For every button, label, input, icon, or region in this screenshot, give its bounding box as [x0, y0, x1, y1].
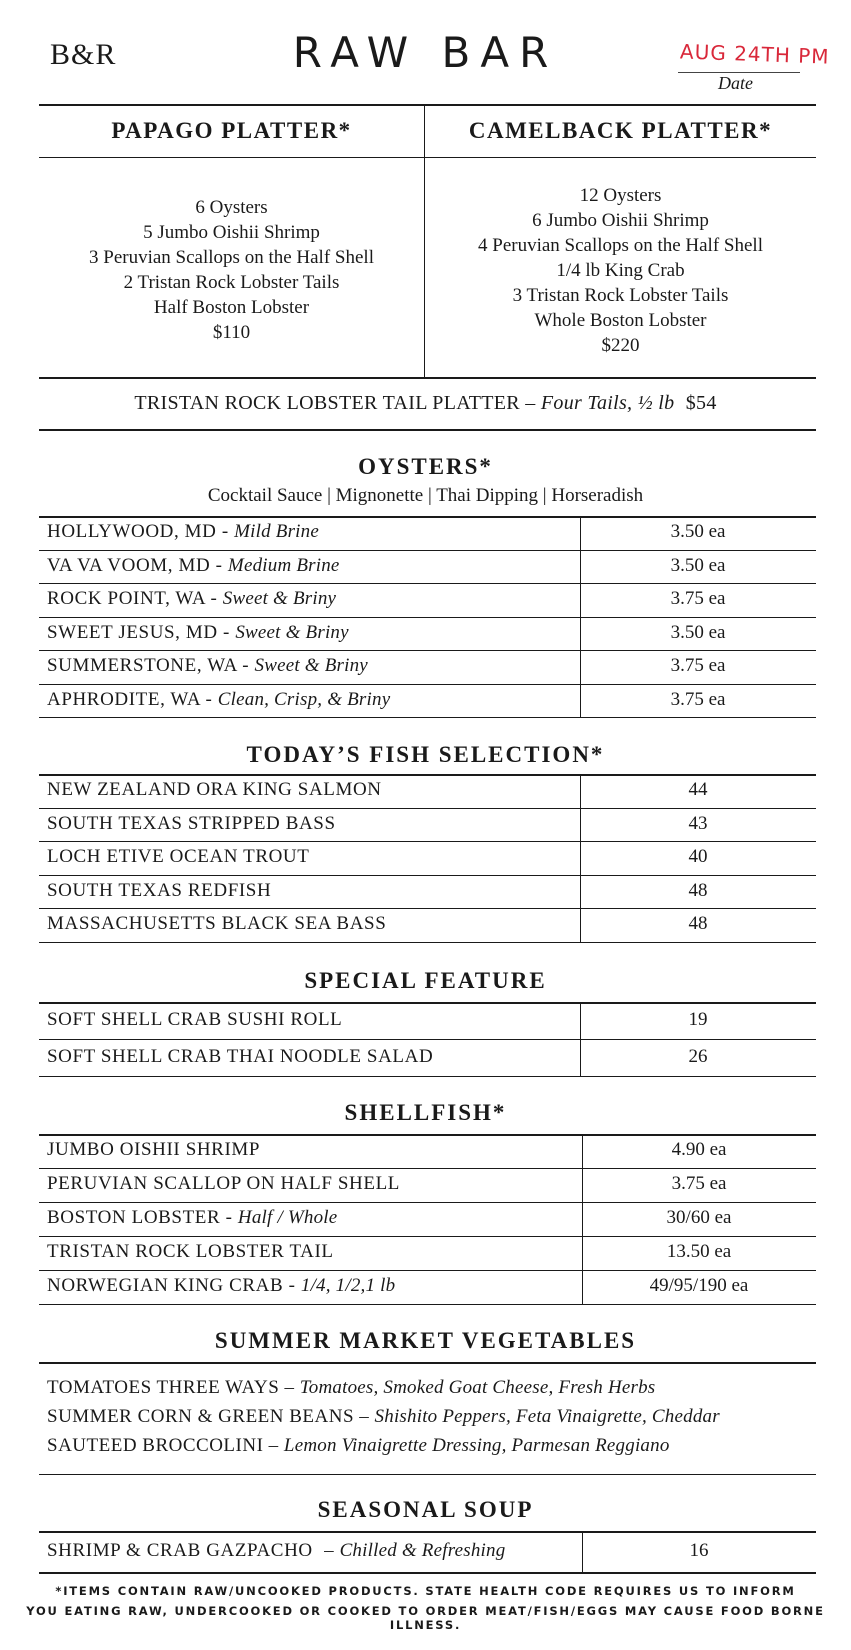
item-price: 4.90 ea: [671, 1139, 727, 1160]
item-price: 40: [688, 846, 708, 867]
item-name: APHRODITE, WA: [47, 688, 201, 710]
dash: –: [279, 1377, 300, 1398]
platter-item: 12 Oysters: [579, 185, 662, 206]
divider: [39, 516, 816, 518]
divider: [39, 1572, 816, 1574]
row-divider: [39, 717, 816, 718]
table-row: [39, 846, 816, 870]
fish-name: [47, 846, 309, 868]
column-divider: [582, 1134, 583, 1304]
dash: -: [200, 688, 218, 710]
special-name: [47, 1046, 433, 1068]
oyster-name: [47, 689, 390, 711]
section-title-oysters: OYSTERS*: [358, 454, 493, 479]
item-name: BOSTON LOBSTER: [47, 1207, 221, 1228]
vegetable-description: Tomatoes, Smoked Goat Cheese, Fresh Herbs: [299, 1377, 656, 1398]
platter-price: $220: [601, 335, 640, 356]
vegetable-description: Lemon Vinaigrette Dressing, Parmesan Reggiano: [283, 1435, 670, 1456]
row-divider: [39, 1076, 816, 1077]
oyster-name: [47, 655, 368, 677]
platter-title-papago: PAPAGO PLATTER*: [111, 118, 352, 143]
section-title-soup: SEASONAL SOUP: [317, 1497, 534, 1522]
item-price: 44: [688, 779, 708, 800]
item-name: VA VA VOOM, MD: [47, 554, 211, 576]
row-divider: [39, 841, 816, 842]
platter-items-camelback: [425, 183, 816, 358]
item-price: 43: [688, 812, 708, 834]
item-price: 49/95/190 ea: [649, 1275, 749, 1296]
column-divider: [582, 1532, 583, 1572]
dash: -: [236, 655, 255, 676]
date-label: Date: [718, 73, 753, 93]
divider: [39, 377, 816, 379]
platter-item: 3 Peruvian Scallops on the Half Shell: [89, 247, 374, 268]
fish-name: [47, 813, 336, 835]
divider: [39, 1362, 816, 1364]
item-price: 3.75 ea: [670, 688, 726, 710]
dash: -: [217, 621, 236, 643]
item-price: 13.50 ea: [666, 1241, 732, 1262]
row-divider: [39, 583, 816, 584]
table-row: [39, 1241, 816, 1265]
section-title-shellfish: SHELLFISH*: [344, 1100, 507, 1125]
platter-item: 5 Jumbo Oishii Shrimp: [143, 222, 320, 243]
oyster-sauces: Cocktail Sauce | Mignonette | Thai Dipping | Horseradish: [207, 485, 644, 506]
row-divider: [39, 908, 816, 909]
page-title: RAW BAR: [292, 28, 559, 77]
section-title-special: SPECIAL FEATURE: [304, 968, 547, 993]
item-name: TRISTAN ROCK LOBSTER TAIL: [47, 1241, 334, 1262]
lobster-platter-price: $54: [685, 392, 717, 414]
dash: -: [205, 588, 223, 609]
item-name: SWEET JESUS, MD: [47, 621, 218, 643]
table-row: [39, 1173, 816, 1197]
fish-name: [47, 913, 386, 935]
item-name: PERUVIAN SCALLOP ON HALF SHELL: [47, 1173, 400, 1194]
item-name: NEW ZEALAND ORA KING SALMON: [47, 779, 382, 800]
item-description: Clean, Crisp, & Briny: [217, 688, 391, 710]
vegetable-item: [47, 1377, 655, 1399]
divider: [39, 104, 816, 106]
vegetable-name: SUMMER CORN & GREEN BEANS: [47, 1406, 355, 1427]
oyster-name: [47, 555, 340, 577]
table-row: [39, 1275, 816, 1299]
lobster-tail-platter: [0, 392, 851, 415]
table-row: [39, 880, 816, 904]
divider: [39, 1002, 816, 1004]
row-divider: [39, 617, 816, 618]
item-name: MASSACHUSETTS BLACK SEA BASS: [47, 913, 387, 934]
soup-desc: Chilled & Refreshing: [339, 1540, 506, 1561]
row-divider: [39, 1236, 816, 1237]
row-divider: [39, 650, 816, 651]
item-price: 3.75 ea: [670, 655, 726, 676]
item-price: 48: [688, 913, 708, 934]
lobster-platter-desc: Four Tails, ½ lb: [540, 392, 675, 414]
row-divider: [39, 1039, 816, 1040]
platter-title-camelback: CAMELBACK PLATTER*: [468, 118, 773, 143]
dash: -: [283, 1275, 301, 1296]
table-row: [39, 555, 816, 579]
divider: [39, 774, 816, 776]
logo: B&R: [50, 38, 117, 71]
divider: [39, 1531, 816, 1533]
column-divider: [580, 1002, 581, 1076]
item-name: SOUTH TEXAS STRIPPED BASS: [47, 812, 336, 834]
dash: -: [216, 521, 235, 542]
row-divider: [39, 1202, 816, 1203]
platter-item: 1/4 lb King Crab: [556, 260, 685, 281]
divider: [39, 157, 816, 158]
handwritten-date: AUG 24TH PM: [679, 39, 830, 69]
column-divider: [580, 774, 581, 942]
oyster-name: [47, 588, 336, 610]
table-row: [39, 1046, 816, 1070]
item-description: Half / Whole: [237, 1207, 338, 1228]
row-divider: [39, 942, 816, 943]
table-row: [39, 689, 816, 713]
dash: -: [220, 1207, 238, 1228]
item-name: ROCK POINT, WA: [47, 588, 206, 609]
row-divider: [39, 1270, 816, 1271]
item-name: SOFT SHELL CRAB SUSHI ROLL: [47, 1009, 343, 1030]
oyster-name: [47, 521, 319, 543]
table-row: [39, 622, 816, 646]
item-price: 48: [688, 879, 708, 901]
dash: –: [525, 392, 536, 414]
item-description: 1/4, 1/2,1 lb: [300, 1275, 396, 1296]
item-price: 3.50 ea: [670, 621, 726, 643]
item-price: 3.50 ea: [670, 521, 726, 542]
item-name: SOFT SHELL CRAB THAI NOODLE SALAD: [47, 1046, 434, 1067]
item-price: 30/60 ea: [666, 1207, 732, 1228]
shellfish-name: [47, 1139, 260, 1161]
soup-row: [39, 1540, 816, 1568]
footer-warning-line-2: YOU EATING RAW, UNDERCOOKED OR COOKED TO ORDER MEAT/FISH/EGGS MAY CAUSE FOOD BORNE ILLNESS.: [26, 1604, 825, 1632]
item-name: NORWEGIAN KING CRAB: [47, 1275, 284, 1296]
section-title-vegetables: SUMMER MARKET VEGETABLES: [214, 1328, 637, 1353]
row-divider: [39, 875, 816, 876]
item-name: SOUTH TEXAS REDFISH: [47, 879, 272, 901]
platter-price: $110: [212, 322, 251, 343]
soup-name: SHRIMP & CRAB GAZPACHO – Chilled & Refreshing: [47, 1540, 506, 1561]
shellfish-name: [47, 1275, 395, 1297]
item-price: 26: [688, 1046, 708, 1067]
platter-item: 4 Peruvian Scallops on the Half Shell: [478, 235, 763, 256]
item-name: SUMMERSTONE, WA: [47, 655, 237, 676]
item-name: JUMBO OISHII SHRIMP: [47, 1139, 261, 1160]
special-name: [47, 1009, 342, 1031]
item-name: HOLLYWOOD, MD: [47, 521, 217, 542]
footer-warning-line-1: *ITEMS CONTAIN RAW/UNCOOKED PRODUCTS. STATE HEALTH CODE REQUIRES US TO INFORM: [55, 1584, 796, 1598]
item-price: 3.75 ea: [671, 1173, 727, 1194]
shellfish-name: [47, 1241, 334, 1263]
vegetable-name: TOMATOES THREE WAYS: [47, 1377, 280, 1398]
shellfish-name: [47, 1207, 337, 1229]
dash: –: [263, 1435, 284, 1456]
platter-item: 3 Tristan Rock Lobster Tails: [512, 285, 729, 306]
platter-item: 2 Tristan Rock Lobster Tails: [123, 272, 340, 293]
row-divider: [39, 1168, 816, 1169]
table-row: [39, 588, 816, 612]
platter-item: 6 Oysters: [195, 197, 268, 218]
table-row: [39, 521, 816, 545]
fish-name: [47, 779, 382, 801]
dash: -: [210, 554, 228, 576]
vegetable-item: [47, 1406, 720, 1428]
item-price: 3.75 ea: [670, 588, 726, 609]
platter-item: Half Boston Lobster: [153, 297, 310, 318]
vegetable-name: SAUTEED BROCCOLINI: [47, 1435, 264, 1456]
item-description: Mild Brine: [234, 521, 319, 542]
oyster-name: [47, 622, 349, 644]
row-divider: [39, 808, 816, 809]
platter-items-papago: [39, 195, 424, 345]
lobster-platter-name: TRISTAN ROCK LOBSTER TAIL PLATTER: [134, 392, 520, 414]
table-row: [39, 655, 816, 679]
table-row: [39, 913, 816, 937]
platter-item: Whole Boston Lobster: [534, 310, 707, 331]
table-row: [39, 1009, 816, 1033]
row-divider: [39, 684, 816, 685]
item-price: 19: [688, 1009, 708, 1030]
divider: [39, 1474, 816, 1475]
item-description: Sweet & Briny: [235, 621, 349, 643]
item-description: Sweet & Briny: [254, 655, 368, 676]
shellfish-name: [47, 1173, 400, 1195]
dash: –: [354, 1406, 375, 1427]
table-row: [39, 813, 816, 837]
column-divider: [580, 516, 581, 717]
platter-item: 6 Jumbo Oishii Shrimp: [532, 210, 709, 231]
row-divider: [39, 1304, 816, 1305]
item-description: Medium Brine: [227, 554, 340, 576]
soup-price: 16: [689, 1540, 709, 1561]
divider: [39, 1134, 816, 1136]
divider: [39, 429, 816, 431]
fish-name: [47, 880, 271, 902]
item-price: 3.50 ea: [670, 554, 726, 576]
item-name: LOCH ETIVE OCEAN TROUT: [47, 846, 310, 867]
row-divider: [39, 550, 816, 551]
table-row: [39, 1207, 816, 1231]
item-description: Sweet & Briny: [222, 588, 337, 609]
vegetable-description: Shishito Peppers, Feta Vinaigrette, Cheddar: [374, 1406, 720, 1427]
table-row: [39, 1139, 816, 1163]
vegetable-item: [47, 1435, 670, 1457]
section-title-fish: TODAY’S FISH SELECTION*: [246, 742, 605, 767]
table-row: [39, 779, 816, 803]
